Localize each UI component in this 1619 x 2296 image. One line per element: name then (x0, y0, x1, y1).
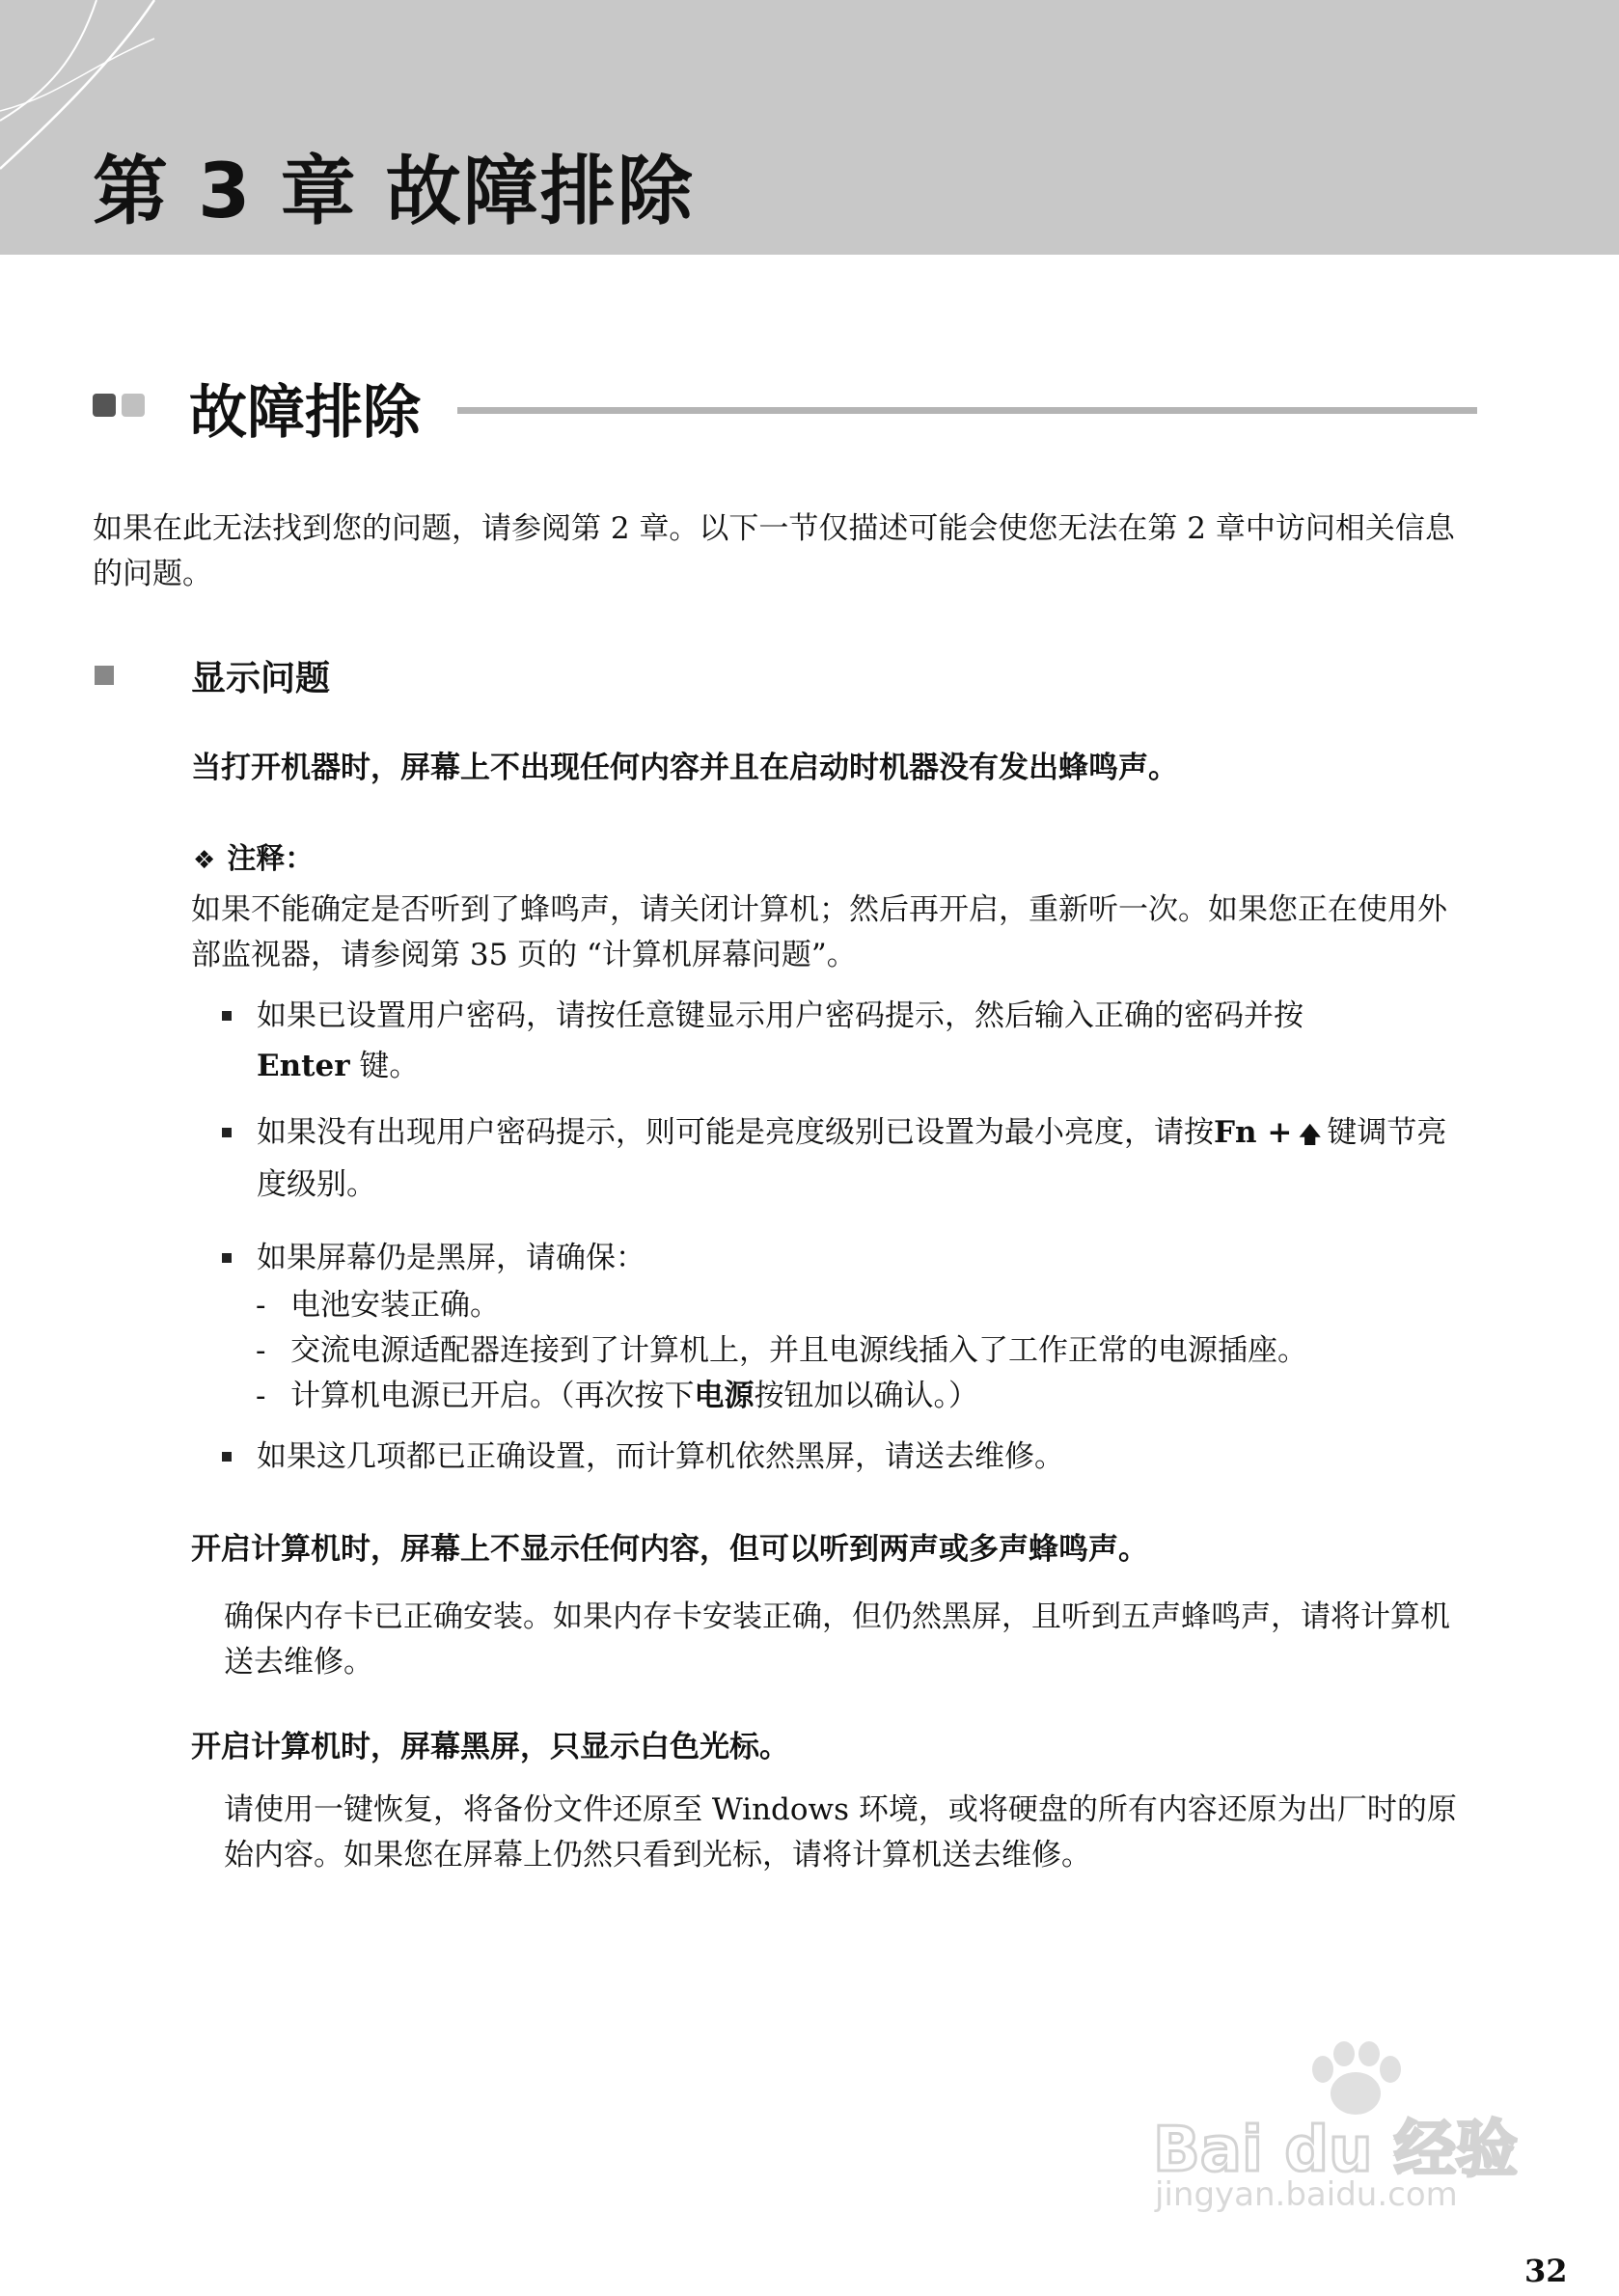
dash-item-1: - 电池安装正确。 (256, 1288, 500, 1323)
bullet-icon (222, 1452, 232, 1462)
bullet-item-3 (222, 1233, 1471, 1283)
note-diamond-icon: ❖ (193, 846, 216, 875)
note-label (193, 834, 314, 877)
chapter-header-band (0, 0, 1619, 255)
problem-heading-3: 开启计算机时，屏幕黑屏，只显示白色光标。 (191, 1730, 789, 1764)
power-button-label: 电源 (694, 1379, 755, 1413)
subsection-title: 显示问题 (191, 659, 331, 698)
bullet-item-4 (222, 1432, 1471, 1482)
dash-item-2: - 交流电源适配器连接到了计算机上，并且电源线插入了工作正常的电源插座。 (256, 1333, 1307, 1368)
problem-heading-1: 当打开机器时，屏幕上不出现任何内容并且在启动时机器没有发出蜂鸣声。 (191, 751, 1178, 785)
bullet-2-text: 如果没有出现用户密码提示，则可能是亮度级别已设置为最小亮度，请按 (257, 1115, 1214, 1150)
section-marker-dark (93, 394, 116, 417)
problem-heading-2: 开启计算机时，屏幕上不显示任何内容，但可以听到两声或多声蜂鸣声。 (191, 1532, 1148, 1567)
bullet-item-2 (222, 1107, 1471, 1210)
watermark-url: jingyan.baidu.com (1155, 2175, 1458, 2214)
dash-3-post: 按钮加以确认。） (754, 1379, 978, 1413)
note-paragraph: 如果不能确定是否听到了蜂鸣声，请关闭计算机；然后再开启，重新听一次。如果您正在使用外部监视器，请参阅第 35 页的 “计算机屏幕问题”。 (191, 892, 1447, 972)
chapter-title: 第 3 章 故障排除 (93, 149, 695, 235)
page-number: 32 (1524, 2253, 1568, 2289)
bullet-icon (222, 1011, 232, 1021)
enter-key-label: Enter (257, 1049, 350, 1083)
section-heading (93, 367, 1477, 453)
subsection-marker (95, 666, 114, 685)
bullet-4-text: 如果这几项都已正确设置，而计算机依然黑屏，请送去维修。 (257, 1439, 1064, 1474)
dash-1-text: 电池安装正确。 (290, 1288, 500, 1323)
intro-paragraph: 如果在此无法找到您的问题，请参阅第 2 章。以下一节仅描述可能会使您无法在第 2 章中访问相关信息的问题。 (93, 511, 1455, 591)
bullet-icon (222, 1128, 232, 1137)
note-label-text: 注释： (227, 842, 315, 876)
bullet-3-text: 如果屏幕仍是黑屏，请确保： (257, 1241, 645, 1275)
bullet-1-suffix: 键。 (349, 1049, 420, 1083)
baidu-watermark (1143, 2040, 1529, 2233)
bullet-item-1 (222, 991, 1471, 1091)
problem-2-answer: 确保内存卡已正确安装。如果内存卡安装正确，但仍然黑屏，且听到五声蜂鸣声，请将计算机送去维修。 (224, 1599, 1450, 1680)
dash-2-text: 交流电源适配器连接到了计算机上，并且电源线插入了工作正常的电源插座。 (290, 1333, 1307, 1368)
dash-3-pre: 计算机电源已开启。（再次按下 (290, 1379, 695, 1413)
bullet-1-text: 如果已设置用户密码，请按任意键显示用户密码提示，然后输入正确的密码并按 (257, 998, 1303, 1033)
section-title: 故障排除 (189, 379, 421, 447)
bullet-2-suffix: 键调节亮度级别。 (257, 1115, 1447, 1202)
up-arrow-icon: 🡅 (1298, 1121, 1323, 1148)
watermark-brand: Bai du 经验 (1153, 2115, 1518, 2186)
problem-3-answer: 请使用一键恢复，将备份文件还原至 Windows 环境，或将硬盘的所有内容还原为出厂时的原始内容。如果您在屏幕上仍然只看到光标，请将计算机送去维修。 (224, 1792, 1457, 1872)
fn-key-label: Fn + (1214, 1115, 1293, 1150)
bullet-icon (222, 1253, 232, 1263)
section-marker-light (122, 394, 145, 417)
section-rule (457, 407, 1477, 414)
dash-item-3: - 计算机电源已开启。（再次按下电源按钮加以确认。） (256, 1379, 978, 1413)
